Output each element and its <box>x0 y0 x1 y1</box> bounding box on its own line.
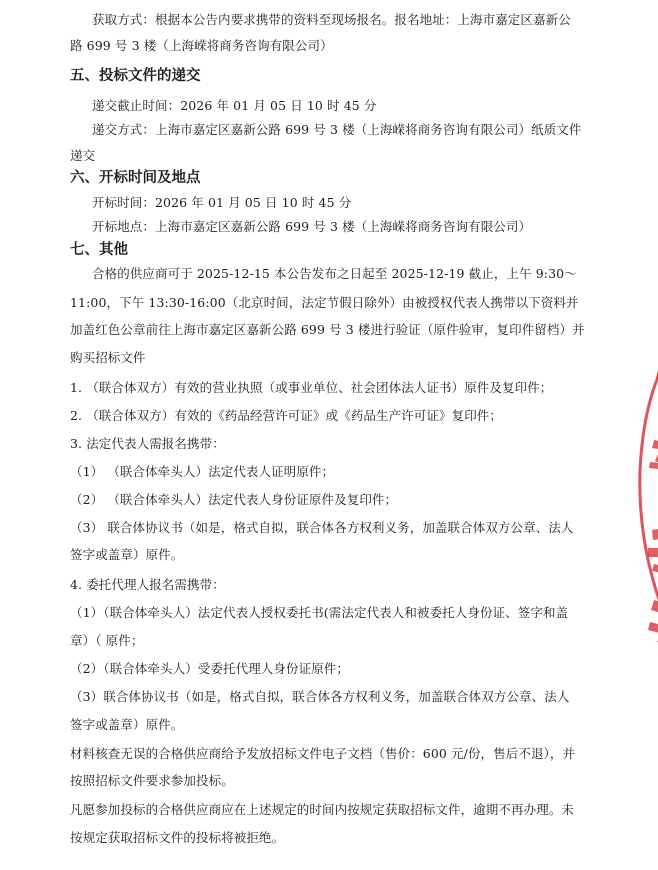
paragraph-line: 材料核查无误的合格供应商给予发放招标文件电子文档（售价：600 元/份，售后不退），并 <box>70 746 576 761</box>
paragraph-line: 递交 <box>70 148 96 163</box>
section-heading-5: 五、投标文件的递交 <box>70 68 201 84</box>
list-item: （1）（联合体牵头人）法定代表人授权委托书(需法定代表人和被委托人身份证、签字和盖 <box>70 605 569 620</box>
list-item: （1） （联合体牵头人）法定代表人证明原件； <box>70 464 335 479</box>
paragraph-line: 合格的供应商可于 2025-12-15 本公告发布之日起至 2025-12-19 截止，上午 9:30～ <box>92 266 577 281</box>
seal-mark <box>649 440 658 469</box>
list-item: 签字或盖章）原件。 <box>70 547 184 562</box>
list-item: 4. 委托代理人报名需携带： <box>70 577 225 592</box>
list-item: 1. （联合体双方）有效的营业执照（或事业单位、社会团体法人证书）原件及复印件； <box>70 380 553 395</box>
company-seal-stamp <box>588 330 658 670</box>
paragraph-line: 按照招标文件要求参加投标。 <box>70 773 234 788</box>
list-item: 章）（ 原件； <box>70 633 144 648</box>
seal-mark <box>648 600 658 646</box>
paragraph-line: 递交方式：上海市嘉定区嘉新公路 699 号 3 楼（上海嵘将商务咨询有限公司）纸质文件 <box>92 122 582 137</box>
paragraph-line: 开标时间：2026 年 01 月 05 日 10 时 45 分 <box>92 195 352 210</box>
list-item: （2）（联合体牵头人）受委托代理人身份证原件； <box>70 661 350 676</box>
paragraph-line: 获取方式：根据本公告内要求携带的资料至现场报名。报名地址：上海市嘉定区嘉新公 <box>92 12 571 27</box>
paragraph-line: 凡愿参加投标的合格供应商应在上述规定的时间内按规定获取招标文件，逾期不再办理。未 <box>70 802 575 817</box>
list-item: （3） 联合体协议书（如是，格式自拟，联合体各方权利义务，加盖联合体双方公章、法人 <box>70 520 574 535</box>
seal-graphic <box>588 330 658 670</box>
paragraph-line: 购买招标文件 <box>70 350 146 365</box>
section-heading-6: 六、开标时间及地点 <box>70 170 201 186</box>
paragraph-line: 路 699 号 3 楼（上海嵘将商务咨询有限公司） <box>70 38 333 53</box>
paragraph-line: 开标地点：上海市嘉定区嘉新公路 699 号 3 楼（上海嵘将商务咨询有限公司） <box>92 219 532 234</box>
section-heading-7: 七、其他 <box>70 242 128 258</box>
paragraph-line: 按规定获取招标文件的投标将被拒绝。 <box>70 830 285 845</box>
paragraph-line: 加盖红色公章前往上海市嘉定区嘉新公路 699 号 3 楼进行验证（原件验审，复印件留档）并 <box>70 322 585 337</box>
paragraph-line: 11:00，下午 13:30-16:00（北京时间，法定节假日除外）由被授权代表人携带以下资料并 <box>70 295 579 310</box>
list-item: （2） （联合体牵头人）法定代表人身份证原件及复印件； <box>70 492 398 507</box>
list-item: 2. （联合体双方）有效的《药品经营许可证》或《药品生产许可证》复印件； <box>70 408 503 423</box>
list-item: 签字或盖章）原件。 <box>70 717 184 732</box>
paragraph-line: 递交截止时间：2026 年 01 月 05 日 10 时 45 分 <box>92 98 377 113</box>
list-item: 3. 法定代表人需报名携带： <box>70 436 225 451</box>
list-item: （3）联合体协议书（如是，格式自拟，联合体各方权利义务，加盖联合体双方公章、法人 <box>70 689 570 704</box>
